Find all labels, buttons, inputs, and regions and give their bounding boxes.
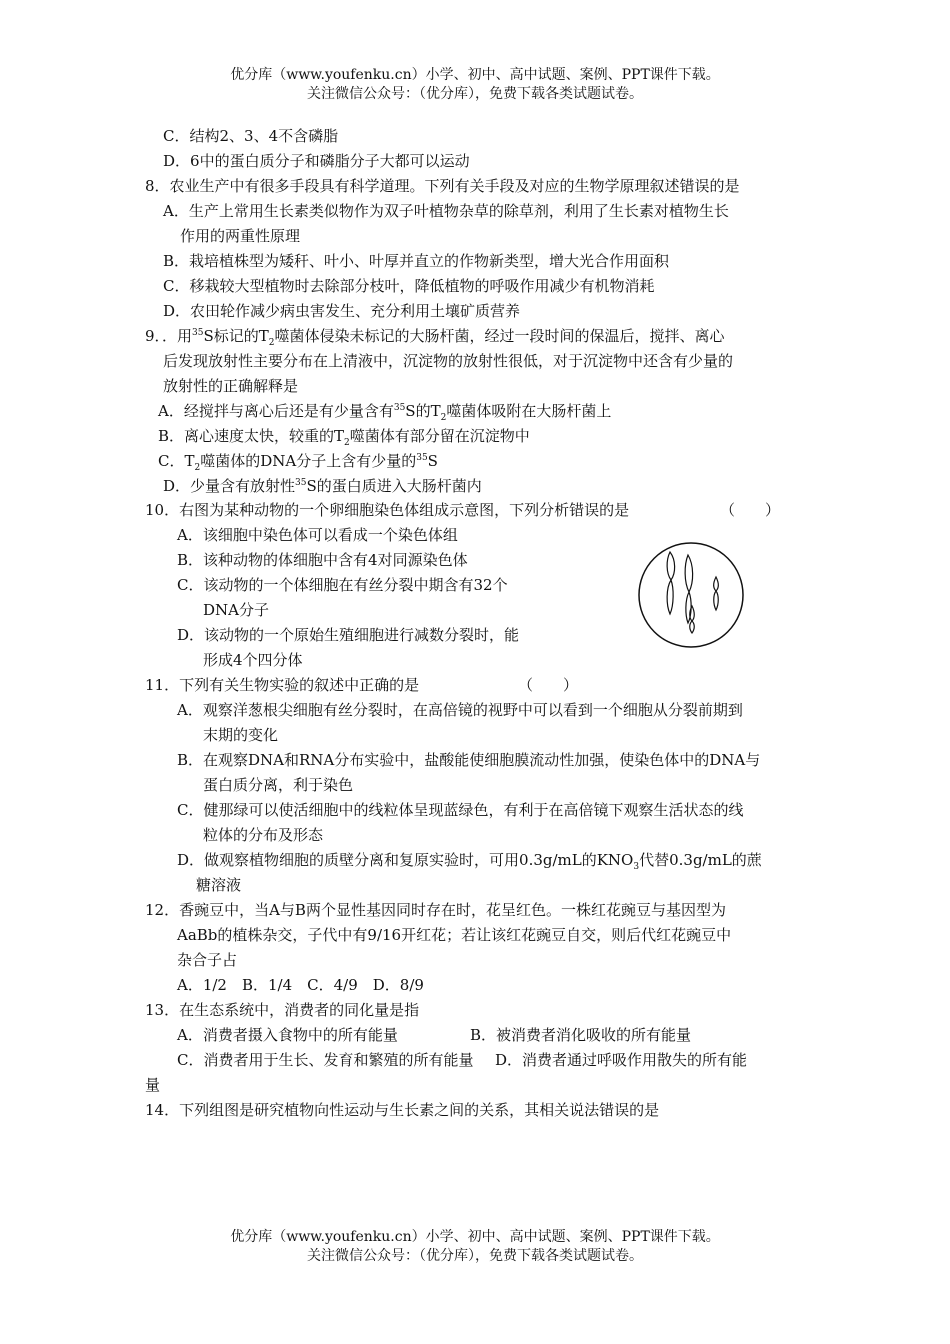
q9-stem-line1: 9．．用$^{35}$S标记的$T_2$噬菌体侵染未标记的大肠杆菌，经过一段时间的保温后，搅拌、离心 — [145, 327, 725, 348]
q10-option-c-line2: DNA分子 — [203, 601, 269, 619]
q13-option-d-tail: 量 — [145, 1076, 161, 1094]
q13-stem: 13．在生态系统中，消费者的同化量是指 — [145, 1001, 420, 1019]
q8-option-a-line2: 作用的两重性原理 — [180, 227, 301, 245]
q11-option-c-line1: C．健那绿可以使活细胞中的线粒体呈现蓝绿色，有利于在高倍镜下观察生活状态的线 — [177, 801, 744, 819]
q12-stem-line2: AaBb的植株杂交，子代中有9/16开红花；若让该红花豌豆自交，则后代红花豌豆中 — [177, 926, 732, 944]
chromosome-4 — [714, 577, 719, 610]
q11-answer-paren: （ ） — [518, 676, 579, 694]
q10-answer-paren: （ ） — [720, 501, 781, 519]
page-header — [0, 66, 950, 104]
q13-option-d: D．消费者通过呼吸作用散失的所有能 — [495, 1051, 748, 1069]
q13-option-a: A．消费者摄入食物中的所有能量 — [177, 1026, 398, 1044]
q10-option-c-line1: C．该动物的一个体细胞在有丝分裂中期含有32个 — [177, 576, 508, 594]
q9-option-c: C．$T_2$噬菌体的DNA分子上含有少量的$^{35}$S — [158, 452, 438, 473]
q11-option-a-line2: 末期的变化 — [203, 726, 279, 744]
page-footer — [0, 1228, 950, 1266]
q11-option-b-line2: 蛋白质分离，利于染色 — [203, 776, 354, 794]
q11-option-d-line1: D．做观察植物细胞的质壁分离和复原实验时，可用0.3g/mL的$KNO_3$代替0.3g/mL的蔗 — [177, 851, 762, 872]
q8-option-a-line1: A．生产上常用生长素类似物作为双子叶植物杂草的除草剂，利用了生长素对植物生长 — [163, 202, 729, 220]
q8-stem: 8．农业生产中有很多手段具有科学道理。下列有关手段及对应的生物学原理叙述错误的是 — [145, 177, 740, 195]
q10-option-d-line2: 形成4个四分体 — [203, 651, 303, 669]
q9-option-a: A．经搅拌与离心后还是有少量含有$^{35}$S的$T_2$噬菌体吸附在大肠杆菌上 — [158, 402, 612, 423]
q10-stem: 10．右图为某种动物的一个卵细胞染色体组成示意图，下列分析错误的是 — [145, 501, 630, 519]
q8-option-c: C．移栽较大型植物时去除部分枝叶，降低植物的呼吸作用减少有机物消耗 — [163, 277, 655, 295]
chromosome-1 — [667, 552, 675, 614]
q8-option-d: D．农田轮作减少病虫害发生、充分利用土壤矿质营养 — [163, 302, 521, 320]
chromosome-2 — [685, 555, 693, 623]
q10-option-a: A．该细胞中染色体可以看成一个染色体组 — [177, 526, 458, 544]
egg-cell-chromosome-diagram — [636, 540, 746, 650]
q13-option-b: B．被消费者消化吸收的所有能量 — [470, 1026, 692, 1044]
q12-stem-line3: 杂合子占 — [177, 951, 238, 969]
q7-option-d: D．6中的蛋白质分子和磷脂分子大都可以运动 — [163, 152, 470, 170]
q12-stem-line1: 12．香豌豆中，当A与B两个显性基因同时存在时，花呈红色。一株红花豌豆与基因型为 — [145, 901, 726, 919]
header-line-1: 优分库（www.youfenku.cn）小学、初中、高中试题、案例、PPT课件下载。 — [230, 67, 720, 83]
footer-line-2: 关注微信公众号：（优分库），免费下载各类试题试卷。 — [307, 1248, 643, 1264]
q11-stem: 11．下列有关生物实验的叙述中正确的是 — [145, 676, 420, 694]
q11-option-c-line2: 粒体的分布及形态 — [203, 826, 324, 844]
q11-option-b-line1: B．在观察DNA和RNA分布实验中，盐酸能使细胞膜流动性加强，使染色体中的DNA与 — [177, 751, 761, 769]
q11-option-a-line1: A．观察洋葱根尖细胞有丝分裂时，在高倍镜的视野中可以看到一个细胞从分裂前期到 — [177, 701, 743, 719]
q14-stem: 14．下列组图是研究植物向性运动与生长素之间的关系，其相关说法错误的是 — [145, 1101, 660, 1119]
q9-option-b: B．离心速度太快，较重的$T_2$噬菌体有部分留在沉淀物中 — [158, 427, 530, 448]
q10-option-d-line1: D．该动物的一个原始生殖细胞进行减数分裂时，能 — [177, 626, 520, 644]
q9-stem-line3: 放射性的正确解释是 — [163, 377, 299, 395]
q13-option-c: C．消费者用于生长、发育和繁殖的所有能量 — [177, 1051, 474, 1069]
q10-option-b: B．该种动物的体细胞中含有4对同源染色体 — [177, 551, 468, 569]
q9-stem-line2: 后发现放射性主要分布在上清液中，沉淀物的放射性很低，对于沉淀物中还含有少量的 — [163, 352, 734, 370]
q7-option-c: C．结构2、3、4不含磷脂 — [163, 127, 339, 145]
q12-options: A．1/2 B．1/4 C．4/9 D．8/9 — [177, 976, 424, 994]
header-line-2: 关注微信公众号：（优分库），免费下载各类试题试卷。 — [307, 86, 643, 102]
footer-line-1: 优分库（www.youfenku.cn）小学、初中、高中试题、案例、PPT课件下载。 — [230, 1229, 720, 1245]
chromosome-3 — [690, 606, 695, 633]
q9-option-d: D．少量含有放射性$^{35}$S的蛋白质进入大肠杆菌内 — [163, 477, 482, 495]
q11-option-d-line2: 糖溶液 — [196, 876, 242, 894]
q8-option-b: B．栽培植株型为矮秆、叶小、叶厚并直立的作物新类型，增大光合作用面积 — [163, 252, 670, 270]
